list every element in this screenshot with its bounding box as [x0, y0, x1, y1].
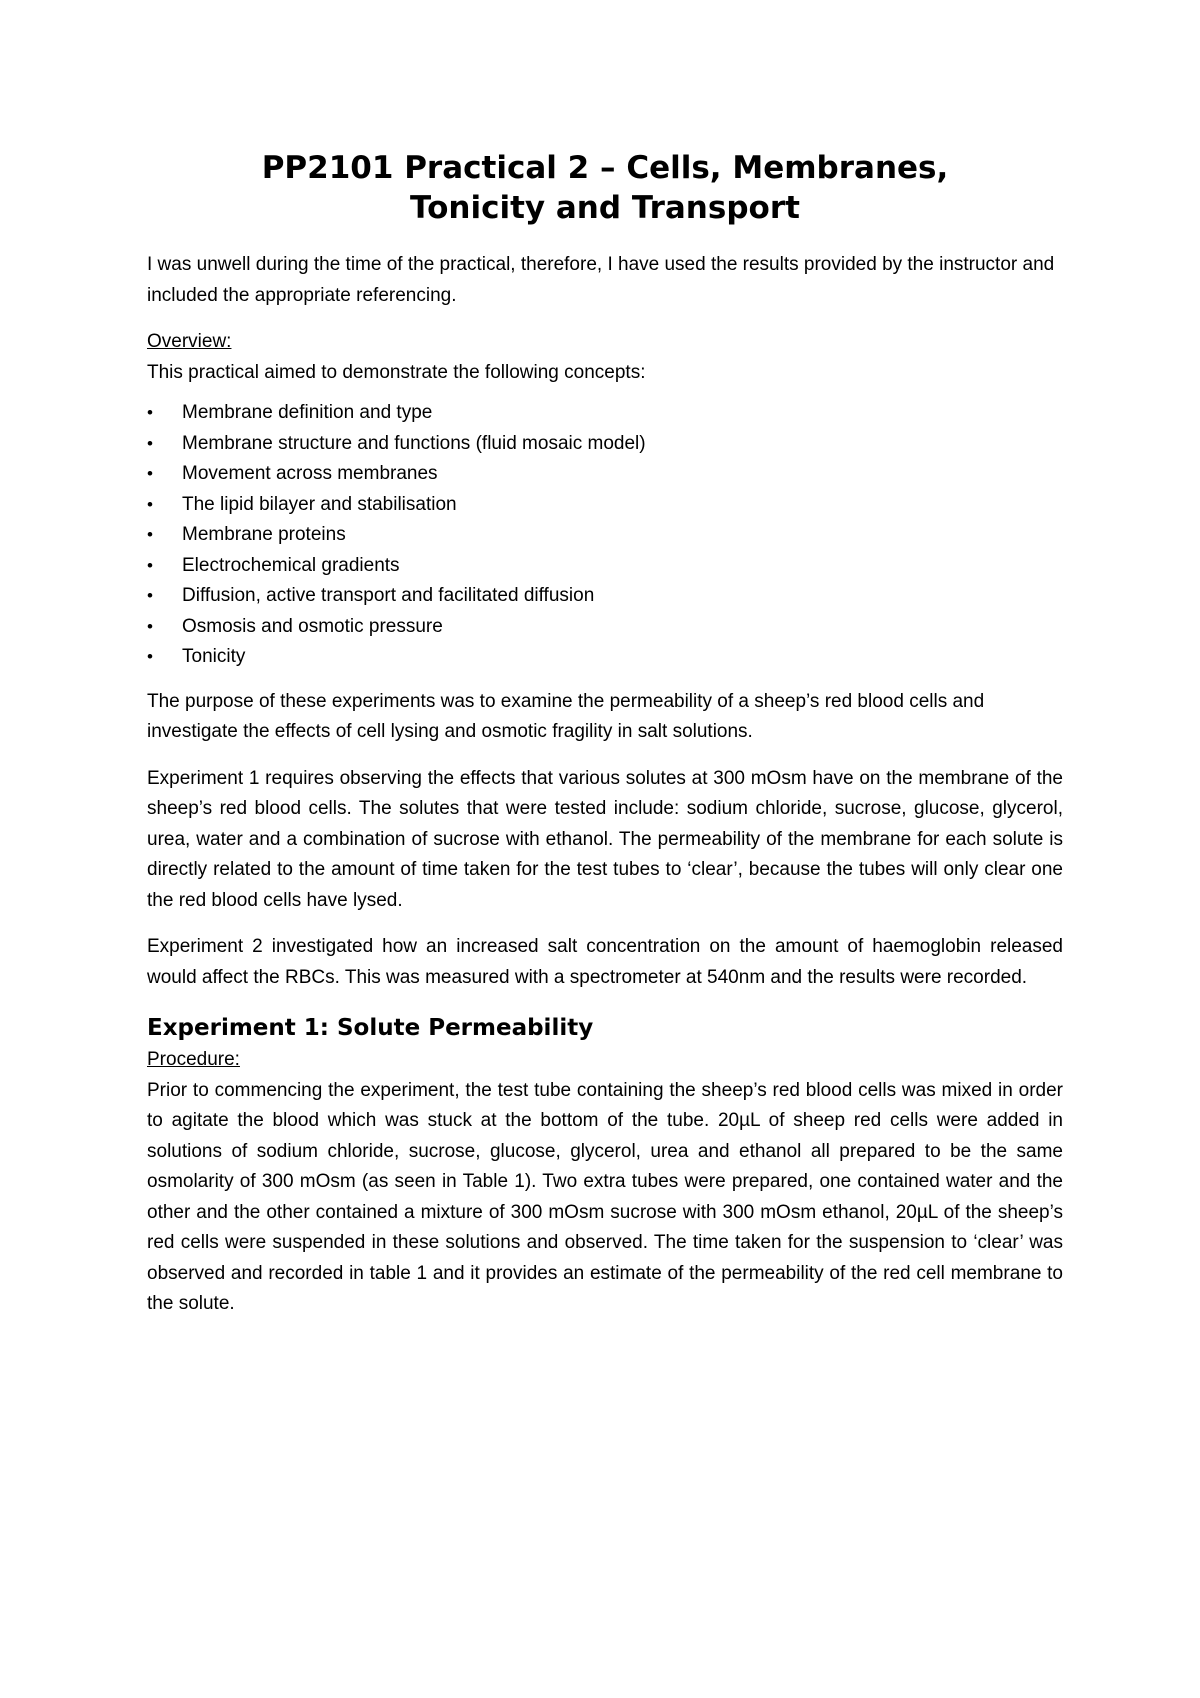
- bullet-icon: •: [147, 464, 153, 483]
- list-item: • The lipid bilayer and stabilisation: [147, 490, 1063, 521]
- overview-lead: This practical aimed to demonstrate the following concepts:: [147, 361, 646, 383]
- list-item: • Osmosis and osmotic pressure: [147, 612, 1063, 643]
- title-line-2: Tonicity and Transport: [410, 190, 800, 226]
- purpose-paragraph: The purpose of these experiments was to examine the permeability of a sheep’s red blood cells and investigate the effects of cell lysing and osmotic fragility in salt solutions.: [147, 690, 985, 742]
- intro-paragraph: I was unwell during the time of the practical, therefore, I have used the results provided by the instructor and included the appropriate referencing.: [147, 254, 1055, 306]
- experiment1-summary-paragraph: Experiment 1 requires observing the effects that various solutes at 300 mOsm have on the membrane of the sheep’s red blood cells. The solutes that were tested include: sodium chloride, sucrose, glucose, glycerol, urea, water and a combination of sucrose with ethanol. The permeability of the membrane for each solute is directly related to the amount of time taken for the test tubes to ‘clear’, because the tubes will only clear one the red blood cells have lysed.: [147, 767, 1063, 911]
- bullet-icon: •: [147, 494, 153, 514]
- document-title: [147, 148, 1063, 228]
- document-page: [147, 140, 1063, 1336]
- bullet-icon: •: [147, 586, 153, 605]
- overview-section: [147, 327, 1063, 388]
- list-item: • Membrane definition and type: [147, 398, 1063, 429]
- bullet-icon: •: [147, 403, 153, 422]
- overview-label: Overview:: [147, 331, 232, 352]
- list-item: • Movement across membranes: [147, 459, 1063, 490]
- list-item: • Membrane proteins: [147, 520, 1063, 551]
- bullet-icon: •: [147, 555, 153, 575]
- procedure-label: Procedure:: [147, 1049, 240, 1070]
- procedure-paragraph: Prior to commencing the experiment, the test tube containing the sheep’s red blood cells was mixed in order to agitate the blood which was stuck at the bottom of the tube. 20µL of sheep red cells were added in solutions of sodium chloride, sucrose, glucose, glycerol, urea and ethanol all prepared to be the same osmolarity of 300 mOsm (as seen in Table 1). Two extra tubes were prepared, one contained water and the other and the other contained a mixture of 300 mOsm sucrose with 300 mOsm ethanol, 20µL of the sheep’s red cells were suspended in these solutions and observed. The time taken for the suspension to ‘clear’ was observed and recorded in table 1 and it provides an estimate of the permeability of the red cell membrane to the solute.: [147, 1079, 1063, 1314]
- bullet-icon: •: [147, 647, 153, 666]
- concept-list: [147, 398, 1063, 673]
- list-item: • Electrochemical gradients: [147, 551, 1063, 582]
- experiment2-summary-paragraph: Experiment 2 investigated how an increased salt concentration on the amount of haemoglobin released would affect the RBCs. This was measured with a spectrometer at 540nm and the results were recorded.: [147, 936, 1063, 988]
- experiment1-heading: Experiment 1: Solute Permeability: [147, 1015, 594, 1041]
- list-item: • Diffusion, active transport and facilitated diffusion: [147, 581, 1063, 612]
- list-item: • Tonicity: [147, 642, 1063, 673]
- bullet-icon: •: [147, 616, 153, 636]
- bullet-icon: •: [147, 433, 153, 453]
- list-item: • Membrane structure and functions (fluid mosaic model): [147, 429, 1063, 460]
- bullet-icon: •: [147, 525, 153, 544]
- title-line-1: PP2101 Practical 2 – Cells, Membranes,: [261, 150, 949, 186]
